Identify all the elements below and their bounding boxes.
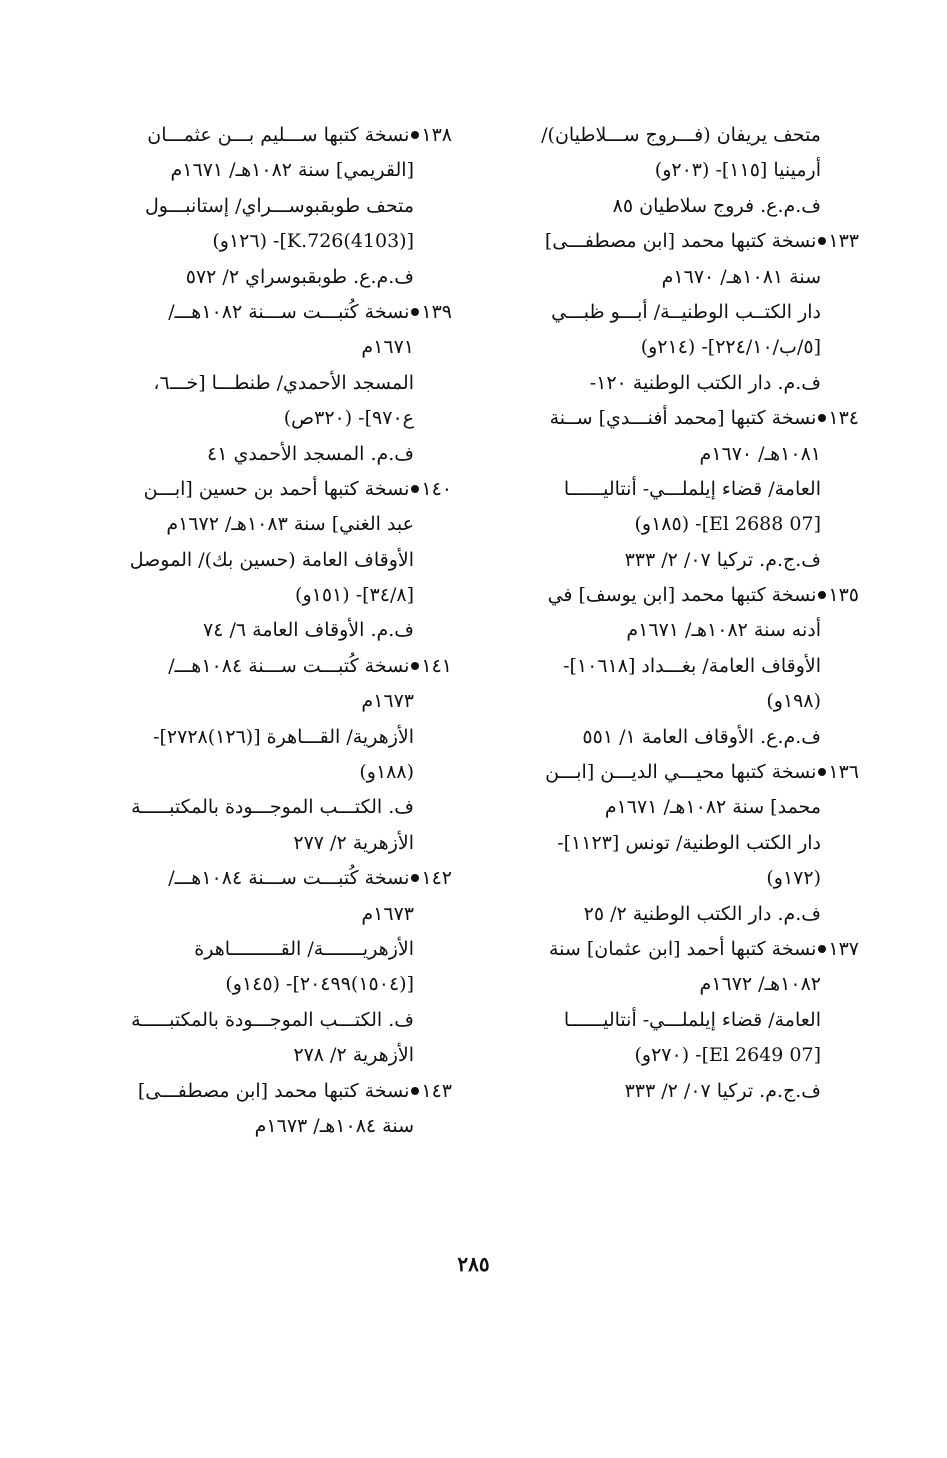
entry-detail-line — [514, 437, 859, 472]
entry-heading-line — [514, 932, 859, 967]
entry-text: سنة ١٠٨١هـ/ ١٦٧٠م — [661, 265, 821, 288]
entry-text: [القريمي] سنة ١٠٨٢هـ/ ١٦٧١م — [170, 159, 414, 182]
entry-text: عبد الغني] سنة ١٠٨٣هـ/ ١٦٧٢م — [166, 513, 414, 536]
entry-text: ع٩٧٠]- (٣٢٠ص) — [283, 407, 414, 430]
bullet-icon — [411, 131, 419, 139]
bullet-icon — [411, 662, 419, 670]
entry-detail-line — [107, 578, 452, 613]
entry-number: ١٣٦ — [828, 761, 859, 784]
entry-detail-line — [514, 613, 859, 648]
catalog-entry — [514, 932, 859, 1109]
bullet-icon — [818, 768, 826, 776]
entry-heading-line — [107, 118, 452, 153]
entry-text: الأزهريـــــــة/ القـــــــــاهرة — [194, 937, 414, 960]
catalog-entry — [107, 118, 452, 295]
entry-number: ١٤٠ — [421, 477, 452, 500]
catalog-entry — [107, 861, 452, 1073]
entry-detail-line — [107, 189, 452, 224]
entry-detail-line — [514, 720, 859, 755]
entry-number: ١٤٣ — [421, 1079, 452, 1102]
entry-text: ف.م. دار الكتب الوطنية ٢/ ٢٥ — [583, 902, 821, 925]
entry-text: [٣٤/٨]- (١٥١و) — [295, 584, 414, 607]
entry-detail-line — [514, 189, 859, 224]
entry-detail-line — [107, 1109, 452, 1144]
entry-text: أدنه سنة ١٠٨٢هـ/ ١٦٧١م — [626, 619, 821, 642]
entry-detail-line — [107, 260, 452, 295]
entry-detail-line — [514, 543, 859, 578]
entry-detail-line — [107, 826, 452, 861]
entry-heading-line — [107, 472, 452, 507]
entry-detail-line — [514, 649, 859, 684]
entry-heading-line — [514, 755, 859, 790]
entry-text: الأزهرية/ القـــاهرة [(١٢٦)٢٧٢٨]- — [153, 725, 414, 748]
entry-text: المسجد الأحمدي/ طنطـــا [خـــ٦، — [153, 371, 414, 394]
entry-text: (١٨٨و) — [359, 761, 414, 784]
entry-detail-line — [107, 366, 452, 401]
entry-text: الأوقاف العامة/ بغـــداد [١٠٦١٨]- — [563, 654, 821, 677]
entry-text: [07 El 2649]- (٢٧٠و) — [634, 1044, 821, 1067]
entry-text: ١٦٧٣م — [361, 690, 414, 713]
entry-text: الأزهرية ٢/ ٢٧٨ — [293, 1044, 414, 1067]
entry-heading-line — [107, 295, 452, 330]
entry-detail-line — [514, 153, 859, 188]
entry-detail-line — [107, 755, 452, 790]
entry-detail-line — [514, 684, 859, 719]
bullet-icon — [411, 874, 419, 882]
entry-text: محمد] سنة ١٠٨٢هـ/ ١٦٧١م — [604, 796, 821, 819]
bullet-icon — [818, 414, 826, 422]
catalog-entry — [514, 755, 859, 932]
entry-detail-line — [107, 1038, 452, 1073]
entry-heading-line — [107, 861, 452, 896]
entry-text: متحف طوبقبوســـراي/ إستانبـــول — [144, 194, 414, 217]
entry-text: نسخة كتبها محمد [ابن مصطفـــى] — [544, 230, 817, 253]
entry-detail-line — [514, 472, 859, 507]
entry-text: العامة/ قضاء إيلملـــي- أنتاليــــــا — [563, 1008, 821, 1031]
entry-heading-line — [107, 1074, 452, 1109]
entry-text: (١٩٨و) — [766, 690, 821, 713]
entry-text: دار الكتب الوطنية/ تونس [١١٢٣]- — [557, 831, 821, 854]
entry-detail-line — [514, 897, 859, 932]
entry-detail-line — [107, 507, 452, 542]
bullet-icon — [818, 237, 826, 245]
entry-text: (١٧٢و) — [766, 867, 821, 890]
entry-text: الأزهرية ٢/ ٢٧٧ — [293, 831, 414, 854]
entry-text: نسخة كُتبـــت ســـنة ١٠٨٤هـــ/ — [168, 654, 410, 677]
entry-detail-line — [107, 967, 452, 1002]
entry-text: ف.م.ع. فروج سلاطيان ٨٥ — [612, 194, 821, 217]
entry-text: نسخة كتبها محمد [ابن مصطفـــى] — [137, 1079, 410, 1102]
entry-detail-line — [107, 897, 452, 932]
entry-detail-line — [107, 790, 452, 825]
catalog-entry — [107, 649, 452, 861]
entry-text: متحف يريفان (فـــروج ســـلاطيان)/ — [541, 124, 821, 146]
page-number: ٢٨٥ — [457, 1252, 490, 1276]
entry-text: [(١٥٠٤)٢٠٤٩٩]- (١٤٥و) — [225, 973, 414, 996]
entry-detail-line — [514, 790, 859, 825]
entry-text: نسخة كتبها محمد [ابن يوسف] في — [547, 584, 817, 607]
entry-text: ف.م. المسجد الأحمدي ٤١ — [206, 442, 414, 465]
catalog-entry — [514, 118, 859, 224]
entry-detail-line — [514, 826, 859, 861]
entry-number: ١٣٥ — [828, 584, 859, 607]
entry-text: ف.م. الأوقاف العامة ٦/ ٧٤ — [203, 619, 414, 642]
entry-text: نسخة كُتبـــت ســـنة ١٠٨٢هـــ/ — [168, 300, 410, 323]
entry-detail-line — [514, 507, 859, 542]
entry-detail-line — [107, 437, 452, 472]
entry-detail-line — [514, 366, 859, 401]
catalog-entry — [107, 1074, 452, 1145]
entry-text: ١٠٨٢هـ/ ١٦٧٢م — [699, 973, 821, 996]
catalog-entry — [514, 578, 859, 755]
entry-text: ف. الكتـــب الموجـــودة بالمكتبـــــة — [131, 1008, 414, 1031]
entry-text: أرمينيا [١١٥]- (٢٠٣و) — [654, 159, 821, 182]
entry-number: ١٤١ — [421, 654, 452, 677]
entry-detail-line — [514, 967, 859, 1002]
entry-detail-line — [514, 1003, 859, 1038]
entry-number: ١٤٢ — [421, 867, 452, 890]
entry-text: ف.م.ع. طوبقبوسراي ٢/ ٥٧٢ — [185, 265, 414, 288]
left-column — [107, 118, 452, 1144]
entry-detail-line — [107, 224, 452, 259]
entry-text: العامة/ قضاء إيلملـــي- أنتاليــــــا — [563, 477, 821, 500]
entry-heading-line — [514, 401, 859, 436]
entry-detail-line — [514, 330, 859, 365]
entry-detail-line — [107, 932, 452, 967]
entry-text: الأوقاف العامة (حسين بك)/ الموصل — [129, 548, 414, 571]
entry-text: نسخة كتبها أحمد بن حسين [ابـــن — [143, 477, 410, 500]
entry-detail-line — [107, 153, 452, 188]
entry-detail-line — [107, 401, 452, 436]
entry-heading-line — [514, 578, 859, 613]
entry-text: ف.م.ع. الأوقاف العامة ١/ ٥٥١ — [582, 725, 821, 748]
entry-text: ف.م. دار الكتب الوطنية ١٢٠- — [589, 371, 821, 394]
entry-detail-line — [107, 543, 452, 578]
entry-text: نسخة كتبها محيـــي الديـــن [ابـــن — [545, 761, 817, 784]
entry-detail-line — [514, 260, 859, 295]
bullet-icon — [411, 308, 419, 316]
entry-text: نسخة كُتبـــت ســـنة ١٠٨٤هـــ/ — [168, 867, 410, 890]
entry-text: [07 El 2688]- (١٨٥و) — [634, 513, 821, 536]
bullet-icon — [818, 591, 826, 599]
entry-detail-line — [514, 1038, 859, 1073]
entry-text: ١٦٧٣م — [361, 902, 414, 925]
entry-text: ١٠٨١هـ/ ١٦٧٠م — [699, 442, 821, 465]
entry-detail-line — [107, 613, 452, 648]
entry-detail-line — [514, 861, 859, 896]
catalog-entry — [514, 224, 859, 401]
right-column — [514, 118, 859, 1109]
entry-text: نسخة كتبها أحمد [ابن عثمان] سنة — [548, 937, 817, 960]
entry-text: سنة ١٠٨٤هـ/ ١٦٧٣م — [254, 1114, 414, 1137]
entry-text: نسخة كتبها ســـليم بـــن عثمـــان — [147, 124, 410, 146]
entry-detail-line — [107, 330, 452, 365]
entry-detail-line — [514, 1074, 859, 1109]
entry-number: ١٣٣ — [828, 230, 859, 253]
entry-text: [٥/ب/٢٢٤/١٠]- (٢١٤و) — [640, 336, 821, 359]
entry-text: دار الكتــب الوطنيــة/ أبـــو ظبـــي — [551, 300, 821, 323]
entry-detail-line — [107, 720, 452, 755]
catalog-entry — [514, 401, 859, 578]
catalog-entry — [107, 295, 452, 472]
bullet-icon — [818, 945, 826, 953]
entry-detail-line — [514, 295, 859, 330]
entry-heading-line — [107, 649, 452, 684]
entry-text: ف. الكتـــب الموجـــودة بالمكتبـــــة — [131, 796, 414, 819]
entry-text: ١٦٧١م — [361, 336, 414, 359]
entry-number: ١٣٤ — [828, 407, 859, 430]
entry-text: [(4103)K.726]- (١٢٦و) — [212, 230, 414, 253]
entry-detail-line — [514, 118, 859, 153]
entry-text: نسخة كتبها [محمد أفنـــدي] ســنة — [549, 407, 817, 430]
entry-number: ١٣٧ — [828, 937, 859, 960]
entry-detail-line — [107, 1003, 452, 1038]
entry-number: ١٣٨ — [421, 124, 452, 146]
catalog-entry — [107, 472, 452, 649]
bullet-icon — [411, 485, 419, 493]
bullet-icon — [411, 1087, 419, 1095]
entry-text: ف.ج.م. تركيا ٠٧/ ٢/ ٣٣٣ — [624, 548, 821, 571]
entry-heading-line — [514, 224, 859, 259]
entry-text: ف.ج.م. تركيا ٠٧/ ٢/ ٣٣٣ — [624, 1079, 821, 1102]
entry-detail-line — [107, 684, 452, 719]
entry-number: ١٣٩ — [421, 300, 452, 323]
